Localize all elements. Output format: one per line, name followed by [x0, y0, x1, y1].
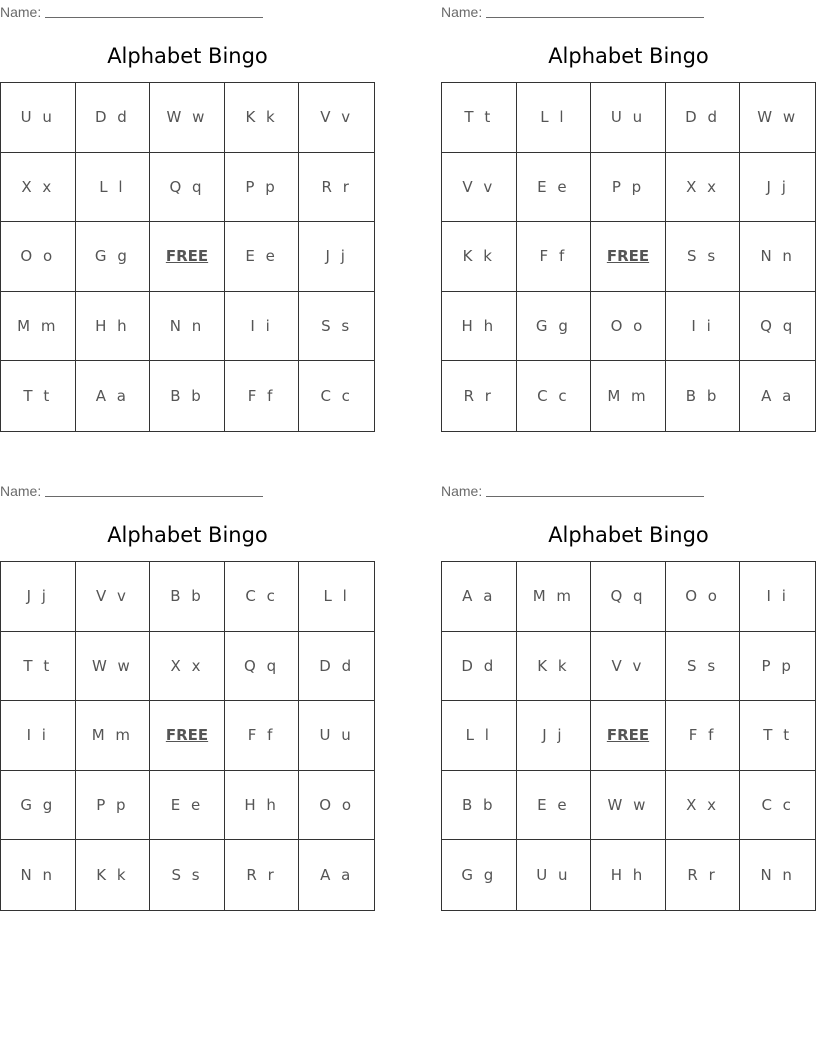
bingo-cell: R r: [225, 840, 300, 910]
bingo-cell: Q q: [740, 292, 815, 362]
bingo-cell: V v: [442, 153, 517, 223]
bingo-cell: D d: [76, 83, 151, 153]
card-title: Alphabet Bingo: [107, 523, 268, 547]
free-space-cell: FREE: [150, 222, 225, 292]
bingo-cell: K k: [225, 83, 300, 153]
bingo-cell: X x: [666, 771, 741, 841]
bingo-cell: F f: [225, 701, 300, 771]
bingo-cell: Q q: [150, 153, 225, 223]
bingo-grid: [441, 82, 816, 432]
bingo-cell: T t: [1, 361, 76, 431]
bingo-cell: J j: [517, 701, 592, 771]
bingo-cell: H h: [76, 292, 151, 362]
bingo-cell: M m: [517, 562, 592, 632]
bingo-cell: L l: [442, 701, 517, 771]
bingo-cell: V v: [76, 562, 151, 632]
bingo-cell: F f: [225, 361, 300, 431]
bingo-cell: D d: [442, 632, 517, 702]
name-field: [0, 2, 375, 20]
free-space-cell: FREE: [591, 222, 666, 292]
bingo-card: [0, 2, 375, 432]
bingo-cell: B b: [666, 361, 741, 431]
bingo-cell: E e: [517, 771, 592, 841]
bingo-cell: W w: [150, 83, 225, 153]
bingo-cell: S s: [666, 632, 741, 702]
name-label: Name:: [441, 4, 483, 20]
bingo-cell: T t: [740, 701, 815, 771]
bingo-cell: N n: [150, 292, 225, 362]
bingo-cell: X x: [1, 153, 76, 223]
bingo-cell: M m: [591, 361, 666, 431]
name-blank-line: [45, 496, 263, 497]
bingo-cell: Q q: [591, 562, 666, 632]
bingo-cell: A a: [76, 361, 151, 431]
bingo-cell: G g: [76, 222, 151, 292]
bingo-cell: P p: [591, 153, 666, 223]
bingo-cell: A a: [320, 866, 354, 885]
name-field: [441, 481, 816, 499]
bingo-cell: N n: [760, 866, 795, 885]
bingo-cell: G g: [1, 771, 76, 841]
bingo-grid: [0, 561, 375, 911]
bingo-grid: [441, 561, 816, 911]
bingo-cell: C c: [517, 361, 592, 431]
bingo-cell: I i: [666, 292, 741, 362]
bingo-cell: B b: [442, 771, 517, 841]
bingo-card: [441, 481, 816, 911]
bingo-cell: B b: [150, 361, 225, 431]
bingo-card: [441, 2, 816, 432]
bingo-cell: P p: [740, 632, 815, 702]
bingo-cell: E e: [517, 153, 592, 223]
bingo-cell: X x: [150, 632, 225, 702]
bingo-cell: P p: [225, 153, 300, 223]
bingo-cell: U u: [299, 701, 374, 771]
bingo-cell: F f: [666, 701, 741, 771]
bingo-cell: L l: [76, 153, 151, 223]
bingo-cell: V v: [299, 83, 374, 153]
bingo-cell: W w: [76, 632, 151, 702]
bingo-cell: G g: [517, 292, 592, 362]
bingo-cell: J j: [1, 562, 76, 632]
free-space-cell: FREE: [150, 701, 225, 771]
bingo-cell: O o: [1, 222, 76, 292]
name-label: Name:: [0, 4, 42, 20]
bingo-cell: H h: [225, 771, 300, 841]
name-field: [0, 481, 375, 499]
name-label: Name:: [441, 483, 483, 499]
name-blank-line: [486, 496, 704, 497]
free-space-cell: FREE: [591, 701, 666, 771]
bingo-cell: U u: [1, 83, 76, 153]
bingo-cell: D d: [299, 632, 374, 702]
bingo-cell: T t: [1, 632, 76, 702]
bingo-cell: O o: [299, 771, 374, 841]
bingo-cell: I i: [1, 701, 76, 771]
bingo-cell: M m: [1, 292, 76, 362]
bingo-grid: [0, 82, 375, 432]
bingo-cell: I i: [740, 562, 815, 632]
bingo-cell: O o: [591, 292, 666, 362]
bingo-cell: L l: [299, 562, 374, 632]
name-field: [441, 2, 816, 20]
name-blank-line: [486, 17, 704, 18]
name-blank-line: [45, 17, 263, 18]
bingo-cell: G g: [442, 840, 517, 910]
bingo-cell: Q q: [225, 632, 300, 702]
bingo-cell: B b: [150, 562, 225, 632]
bingo-cell: V v: [591, 632, 666, 702]
bingo-cell: S s: [666, 222, 741, 292]
bingo-cell: W w: [591, 771, 666, 841]
bingo-cell: I i: [225, 292, 300, 362]
bingo-cell: E e: [150, 771, 225, 841]
bingo-cell: C c: [740, 771, 815, 841]
card-title: Alphabet Bingo: [107, 44, 268, 68]
bingo-cell: O o: [666, 562, 741, 632]
bingo-cell: U u: [591, 83, 666, 153]
name-label: Name:: [0, 483, 42, 499]
bingo-cell: U u: [517, 840, 592, 910]
bingo-cell: A a: [442, 562, 517, 632]
bingo-cell: C c: [225, 562, 300, 632]
bingo-cell: M m: [76, 701, 151, 771]
bingo-cell: R r: [666, 840, 741, 910]
bingo-cell: T t: [442, 83, 517, 153]
bingo-cell: R r: [299, 153, 374, 223]
bingo-cell: P p: [76, 771, 151, 841]
bingo-cell: S s: [299, 292, 374, 362]
bingo-cell: K k: [517, 632, 592, 702]
bingo-cell: E e: [225, 222, 300, 292]
bingo-cell: K k: [442, 222, 517, 292]
card-title: Alphabet Bingo: [548, 523, 709, 547]
bingo-cell: A a: [761, 387, 795, 406]
bingo-cell: J j: [740, 153, 815, 223]
bingo-cell: F f: [517, 222, 592, 292]
card-title: Alphabet Bingo: [548, 44, 709, 68]
bingo-cell: C c: [320, 387, 353, 406]
bingo-cell: W w: [740, 83, 815, 153]
bingo-cell: L l: [517, 83, 592, 153]
bingo-cell: X x: [666, 153, 741, 223]
bingo-cell: N n: [1, 840, 76, 910]
bingo-cell: D d: [666, 83, 741, 153]
bingo-cell: J j: [299, 222, 374, 292]
bingo-cell: N n: [740, 222, 815, 292]
bingo-cell: H h: [591, 840, 666, 910]
bingo-card: [0, 481, 375, 911]
bingo-cell: R r: [442, 361, 517, 431]
bingo-cell: H h: [442, 292, 517, 362]
bingo-cell: K k: [76, 840, 151, 910]
bingo-cell: S s: [150, 840, 225, 910]
